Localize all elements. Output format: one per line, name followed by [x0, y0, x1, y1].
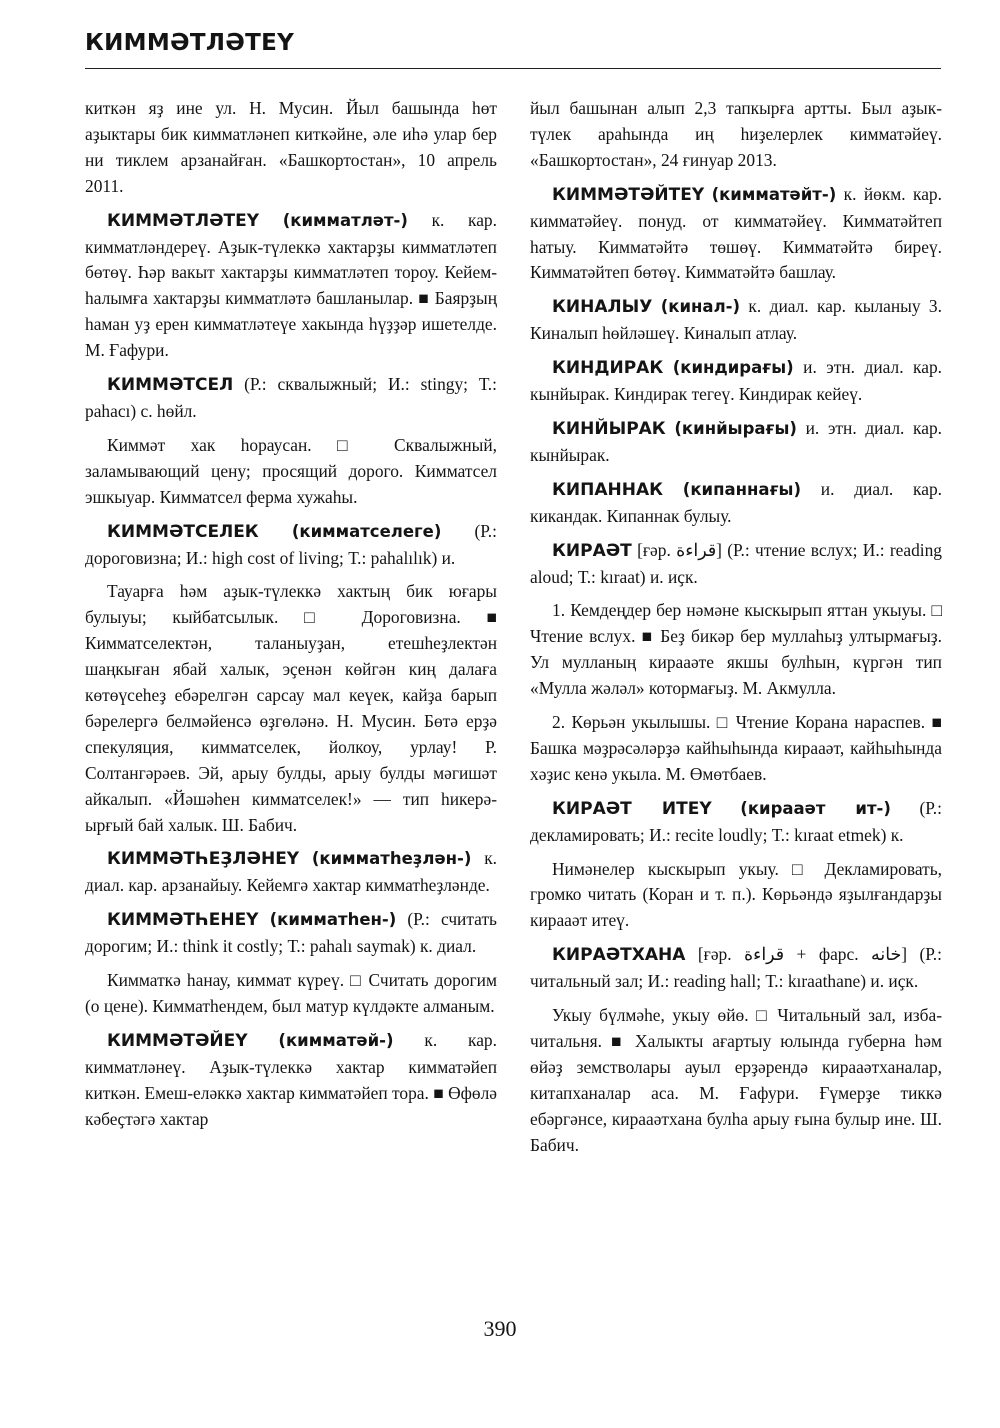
entry-text: к. диал. кар. арзанайыу. Кейемгә хактар кимматһеҙләнде. — [85, 848, 497, 896]
entry-text: (Р.: декламировать; И.: recite loudly; Т.: kıraat etmek) к. — [530, 797, 942, 845]
dictionary-entry — [530, 477, 942, 530]
entry-grammar: (кимматләт-) — [282, 210, 408, 230]
entry-sense — [530, 857, 942, 935]
entry-headword: КИММӘТҺЕҘЛӘНЕҮ — [107, 849, 300, 870]
paragraph-text: 2. Көрьән укылышы. □ Чтение Корана нараспев. ■ Башка мәҙрәсәләрҙә кайһыһында кирааәт, кайһыһында хәҙис кенә укыла. М. Өмөтбаев. — [530, 712, 942, 784]
entry-headword: КИРАӘТ — [552, 540, 632, 561]
entry-headword: КИРАӘТ ИТЕҮ — [552, 798, 712, 819]
entry-text: и. этн. диал. кар. кынйырак. Киндирак тегеү. Киндирак кейеү. — [530, 357, 942, 405]
entry-grammar: (кимматәйт-) — [711, 184, 837, 204]
entry-text: к. кар. кимматләндереү. Аҙык-түлеккә хактарҙы кимматләтеп бөтөү. Һәр вакыт хактарҙы кимматләтеп тороу. Кейем-һалымға хактарҙы кимматләтә башланылар. ■ Баярҙың һаман уҙ ерен кимматләтеүе хакында һүҙҙәр ишетелде. М. Ғафури. — [85, 209, 497, 361]
dictionary-entry — [85, 846, 497, 899]
entry-headword: КИММӘТӘЙТЕҮ — [552, 184, 705, 205]
entry-headword: КИММӘТӘЙЕҮ — [107, 1030, 248, 1051]
entry-text: к. диал. кар. кыланыу 3. Киналып һөйләшеү. Киналып атлау. — [530, 296, 942, 344]
dictionary-entry — [85, 372, 497, 425]
entry-headword: КИММӘТСЕЛ — [107, 375, 234, 396]
entry-sense — [85, 968, 497, 1020]
entry-text: (Р.: сквалыжный; И.: stingy; Т.: pahacı) с. һөйл. — [85, 374, 497, 421]
entry-grammar: (кимматһеҙлән-) — [311, 849, 472, 869]
header-rule — [85, 68, 941, 69]
paragraph-text: Укыу бүлмәһе, укыу өйө. □ Читальный зал, изба-читальня. ■ Халыкты ағартыу юлында губерна һәм өйәҙ земстволары ауыл ерҙәрендә кирааәтханалар, китапханалар аса. М. Ғафури. Ғүмерҙе тиккә ебәргәнсе, кирааәтхана булһа арыу ғына булыр ине. Ш. Бабич. — [530, 1005, 942, 1155]
entry-text: [ғәр. قراءة + фарс. خانه] (Р.: читальный зал; И.: reading hall; Т.: kıraathane) и. иҫк. — [530, 944, 942, 992]
dictionary-entry — [530, 355, 942, 408]
dictionary-entry — [530, 182, 942, 287]
entry-text: (Р.: дороговизна; И.: high cost of living; Т.: pahalılık) и. — [85, 520, 497, 568]
paragraph-text: йыл башынан алып 2,3 тапкырға артты. Был аҙык-түлек араһында иң һиҙелерлек кимматәйеү. «Башкортостан», 24 ғинуар 2013. — [530, 98, 942, 170]
right-column — [530, 96, 942, 1167]
dictionary-entry — [85, 1028, 497, 1133]
entry-sense — [530, 1003, 942, 1158]
entry-sense — [85, 433, 497, 511]
dictionary-entry — [85, 208, 497, 364]
entry-text: и. этн. диал. кар. кынйырак. — [530, 417, 942, 465]
dictionary-entry — [85, 519, 497, 572]
entry-sense — [85, 579, 497, 838]
paragraph-text: Кимматкә һанау, киммат күреү. □ Считать дорогим (о цене). Кимматһендем, был матур күлдәкте алманым. — [85, 970, 497, 1016]
entry-grammar: (кимматселеге) — [291, 521, 442, 541]
entry-sense — [530, 598, 942, 702]
entry-text: [ғәр. قراءة] (Р.: чтение вслух; И.: reading aloud; Т.: kıraat) и. иҫк. — [530, 539, 942, 587]
left-column — [85, 96, 497, 1141]
entry-grammar: (киндирағы) — [672, 358, 794, 378]
paragraph-text: Тауарға һәм аҙык-түлеккә хактың бик юғары булыуы; кыйбатсылык. □ Дороговизна. ■ Кимматселектән, таланыуҙан, етешһеҙлектән шаңкыған ябай халык, эҫенән көйгән киң далаға көтөүсеһеҙ ебәрелгән сарсау мал кеүек, кайҙа барып бәрелергә белмәйенсә өҙгөләнә. Н. Мусин. Бөтә ерҙә спекуляция, кимматселек, йолкоу, урлау! Р. Солтангәрәев. Эй, арыу булды, арыу булды мәгишәт айкалып. «Йәшәһен кимматселек!» — тип һикерә-ырғый бай халык. Ш. Бабич. — [85, 581, 497, 835]
entry-headword: КИНЙЫРАК — [552, 418, 666, 439]
dictionary-entry — [530, 294, 942, 347]
entry-headword: КИММӘТҺЕНЕҮ — [107, 910, 259, 931]
dictionary-entry — [530, 416, 942, 469]
entry-text: к. кар. кимматләнеү. Аҙык-түлеккә хактар кимматәйеп киткән. Емеш-еләккә хактар кимматәйеп тора. ■ Өфөлә кәбеҫтәгә хактар — [85, 1029, 497, 1129]
entry-headword: КИММӘТСЕЛЕК — [107, 521, 259, 542]
entry-grammar: (кимматһен-) — [269, 910, 397, 930]
continued-text — [530, 96, 942, 174]
entry-grammar: (кинал-) — [660, 297, 741, 317]
entry-headword: КИНДИРАК — [552, 358, 664, 379]
entry-grammar: (кипаннағы) — [682, 479, 801, 499]
dictionary-entry — [530, 538, 942, 591]
entry-headword: КИПАННАК — [552, 479, 664, 500]
paragraph-text: 1. Кемдеңдер бер нәмәне кыскырып яттан укыуы. □ Чтение вслух. ■ Беҙ бикәр бер муллаһыҙ ултырмағыҙ. Ул мулланың кирааәте якшы булһын, күргән тип «Мулла жәләл» котормағыҙ. М. Акмулла. — [530, 600, 942, 699]
entry-headword: КИНАЛЫУ — [552, 297, 653, 318]
entry-grammar: (кирааәт ит-) — [740, 798, 891, 818]
entry-text: (Р.: считать дорогим; И.: think it costly; Т.: pahalı saymak) к. диал. — [85, 909, 497, 957]
entry-text: к. йөкм. кар. кимматәйеү. понуд. от кимматәйеү. Кимматәйтеп һатыу. Кимматәйтә төшөү. Кимматәйтә биреү. Кимматәйтеп бөтөү. Кимматәйтә башлау. — [530, 183, 942, 283]
entry-headword: КИММӘТЛӘТЕҮ — [107, 210, 260, 231]
running-header: КИММӘТЛӘТЕҮ — [85, 30, 295, 56]
dictionary-entry — [530, 796, 942, 849]
continued-text — [85, 96, 497, 200]
paragraph-text: Нимәнелер кыскырып укыу. □ Декламировать, громко читать (Коран и т. п.). Көрьәндә яҙылғандарҙы кирааәт итеү. — [530, 858, 942, 931]
dictionary-entry — [530, 942, 942, 995]
paragraph-text: Киммәт хак һораусан. □ Сквалыжный, заламывающий цену; просящий дорого. Кимматсел эшкыуар. Кимматсел ферма хужаһы. — [85, 434, 497, 507]
entry-grammar: (кимматәй-) — [278, 1030, 394, 1050]
entry-text: и. диал. кар. кикандак. Кипаннак булыу. — [530, 478, 942, 526]
entry-grammar: (кинйырағы) — [674, 418, 797, 438]
entry-headword: КИРАӘТХАНА — [552, 945, 686, 966]
entry-sense — [530, 710, 942, 788]
dictionary-entry — [85, 907, 497, 960]
page-number: 390 — [483, 1316, 517, 1341]
paragraph-text: киткән яҙ ине ул. Н. Мусин. Йыл башында һөт аҙыктары бик кимматләнеп киткәйне, әле иһә улар бер ни тиклем арзанайған. «Башкортостан», 10 апрель 2011. — [85, 98, 497, 196]
